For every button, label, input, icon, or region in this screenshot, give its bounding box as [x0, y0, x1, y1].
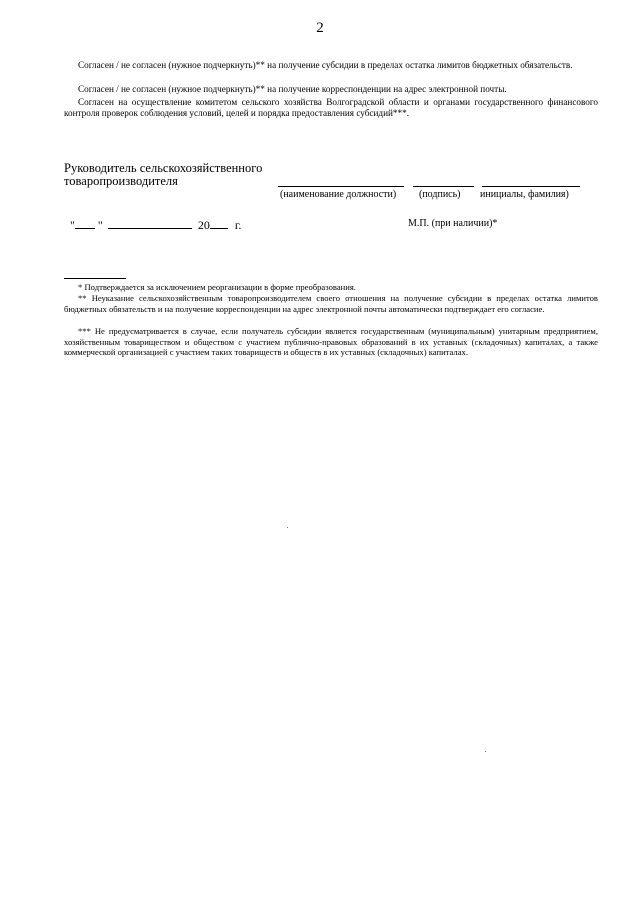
date-open-quote: ": [70, 218, 75, 232]
scan-speck: [287, 527, 288, 528]
day-blank: [75, 218, 95, 229]
position-line: [278, 186, 404, 187]
footnote-separator: [64, 278, 126, 279]
footnote-2: ** Неуказание сельскохозяйственным товаропроизводителем своего отношения на получение субсидии в пределах остатка лимитов бюджетных обязательств и на получение корреспонденции на адрес электронной почты автоматически подтверждает его согласие.: [64, 293, 598, 314]
head-label: Руководитель сельскохозяйственного товаропроизводителя: [64, 161, 263, 188]
year-suffix: г.: [234, 218, 242, 232]
month-blank: [108, 218, 192, 229]
position-caption: (наименование должности): [280, 189, 397, 200]
signature-caption: (подпись): [419, 189, 461, 200]
stamp-note: М.П. (при наличии)*: [408, 218, 498, 229]
footnote-3: *** Не предусматривается в случае, если получатель субсидии является государственным (муниципальным) унитарным предприятием, хозяйственным товариществом и обществом с участием публично-правовых образований в их уставных (складочных) капиталах, а также коммерческой организацией с участием таких товариществ и обществ в их уставных (складочных) капиталах.: [64, 326, 598, 357]
date-close-quote: ": [97, 218, 103, 232]
consent-budget-limits: Согласен / не согласен (нужное подчеркнуть)** на получение субсидии в пределах остатка лимитов бюджетных обязательств.: [78, 60, 573, 70]
signature-line: [413, 186, 474, 187]
year-prefix: 20: [197, 218, 210, 232]
name-line: [482, 186, 580, 187]
date-line: [70, 218, 241, 233]
consent-email-correspondence: Согласен / не согласен (нужное подчеркнуть)** на получение корреспонденции на адрес электронной почты.: [78, 84, 507, 94]
page-number: 2: [316, 20, 324, 36]
footnote-1: * Подтверждается за исключением реорганизации в форме преобразования.: [78, 282, 356, 292]
year-blank: [210, 218, 228, 229]
consent-inspections: Согласен на осуществление комитетом сельского хозяйства Волгоградской области и органами государственного финансового контроля проверок соблюдения условий, целей и порядка предоставления субсидий***.: [64, 97, 598, 118]
scan-speck: [485, 751, 486, 752]
name-caption: инициалы, фамилия): [480, 189, 569, 200]
